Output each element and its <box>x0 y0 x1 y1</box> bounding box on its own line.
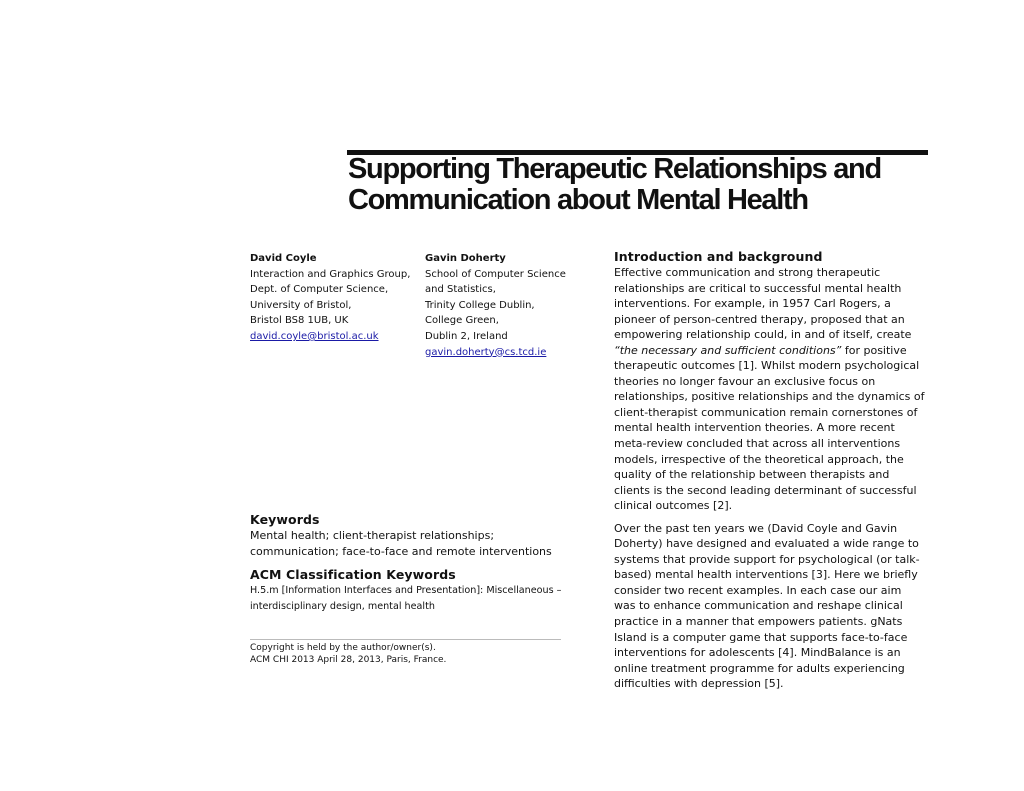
introduction-section <box>614 249 944 692</box>
paragraph-line: consider two recent examples. In each case our aim <box>614 583 902 597</box>
author-name: David Coyle <box>250 253 317 264</box>
paragraph-line: mental health intervention theories. A more recent <box>614 421 895 435</box>
paragraph-line: systems that provide support for psychological (or talk- <box>614 552 920 566</box>
paragraph-line: therapeutic outcomes [1]. Whilst modern psychological <box>614 359 920 373</box>
introduction-heading: Introduction and background <box>614 249 823 264</box>
paragraph-line: empowering relationship could, in and of itself, create <box>614 328 912 342</box>
paragraph-line: based) mental health interventions [3]. Here we briefly <box>614 568 918 582</box>
acm-classification-body <box>250 583 580 615</box>
acm-classification-line: interdisciplinary design, mental health <box>250 601 435 612</box>
paragraph-line: relationships, positive relationships and the dynamics of <box>614 390 925 404</box>
paragraph-line: theories no longer favour an exclusive focus on <box>614 374 876 388</box>
copyright-divider <box>250 639 561 640</box>
author-block-doherty <box>425 251 566 360</box>
paper-title <box>348 154 948 216</box>
acm-classification-heading: ACM Classification Keywords <box>250 567 456 582</box>
introduction-paragraph-1 <box>614 265 944 514</box>
paragraph-line: models, irrespective of the theoretical approach, the <box>614 452 904 466</box>
quote-tail: for positive <box>841 343 907 357</box>
author-affiliation-line: Trinity College Dublin, <box>425 299 535 311</box>
paragraph-line: meta-review concluded that across all interventions <box>614 437 901 451</box>
author-affiliation-line: Dept. of Computer Science, <box>250 284 389 296</box>
paragraph-line: difficulties with depression [5]. <box>614 677 784 691</box>
paragraph-line: practice in a manner that empowers patients. gNats <box>614 615 903 629</box>
author-affiliation-line: School of Computer Science <box>425 268 566 280</box>
copyright-line: Copyright is held by the author/owner(s). <box>250 643 436 653</box>
keywords-body <box>250 528 580 560</box>
author-name: Gavin Doherty <box>425 253 506 264</box>
paragraph-line: client-therapist communication remain cornerstones of <box>614 405 918 419</box>
acm-classification-section <box>250 567 580 615</box>
paragraph-line: interventions for adolescents [4]. MindBalance is an <box>614 646 901 660</box>
paragraph-line: Effective communication and strong therapeutic <box>614 266 881 279</box>
keywords-heading: Keywords <box>250 512 320 527</box>
author-affiliation-line: College Green, <box>425 315 499 327</box>
paragraph-line: relationships are critical to successful mental health <box>614 281 902 295</box>
author-affiliation-line: Dublin 2, Ireland <box>425 330 508 342</box>
paragraph-line: Island is a computer game that supports face-to-face <box>614 630 908 644</box>
paragraph-line: Over the past ten years we (David Coyle and Gavin <box>614 521 898 535</box>
paragraph-line: clients is the second leading determinant of successful <box>614 483 917 497</box>
keywords-line: communication; face-to-face and remote interventions <box>250 545 552 558</box>
keywords-line: Mental health; client-therapist relationships; <box>250 529 495 542</box>
paragraph-line: Doherty) have designed and evaluated a wide range to <box>614 537 919 551</box>
author-email-link[interactable]: david.coyle@bristol.ac.uk <box>250 330 379 342</box>
paper-title-line-2: Communication about Mental Health <box>348 184 808 216</box>
author-affiliation-line: and Statistics, <box>425 284 496 296</box>
conference-line: ACM CHI 2013 April 28, 2013, Paris, France. <box>250 655 447 665</box>
author-affiliation-line: Interaction and Graphics Group, <box>250 268 411 280</box>
rogers-quote: “the necessary and sufficient conditions” <box>614 343 842 357</box>
keywords-section <box>250 512 580 560</box>
paragraph-line: quality of the relationship between therapists and <box>614 468 890 482</box>
author-affiliation-line: Bristol BS8 1UB, UK <box>250 315 349 327</box>
paragraph-line: interventions. For example, in 1957 Carl Rogers, a <box>614 297 891 311</box>
author-affiliation-line: University of Bristol, <box>250 299 352 311</box>
paragraph-line-quote <box>614 343 944 359</box>
paper-title-line-1: Supporting Therapeutic Relationships and <box>348 153 881 185</box>
paragraph-line: pioneer of person-centred therapy, proposed that an <box>614 312 905 326</box>
author-block-coyle <box>250 251 410 345</box>
paragraph-line: was to enhance communication and reshape clinical <box>614 599 903 613</box>
introduction-paragraph-2 <box>614 521 944 692</box>
copyright-notice <box>250 642 446 666</box>
paragraph-line: online treatment programme for adults experiencing <box>614 661 905 675</box>
acm-classification-line: H.5.m [Information Interfaces and Presentation]: Miscellaneous – <box>250 585 562 596</box>
author-email-link[interactable]: gavin.doherty@cs.tcd.ie <box>425 346 547 358</box>
paragraph-line: clinical outcomes [2]. <box>614 499 733 513</box>
